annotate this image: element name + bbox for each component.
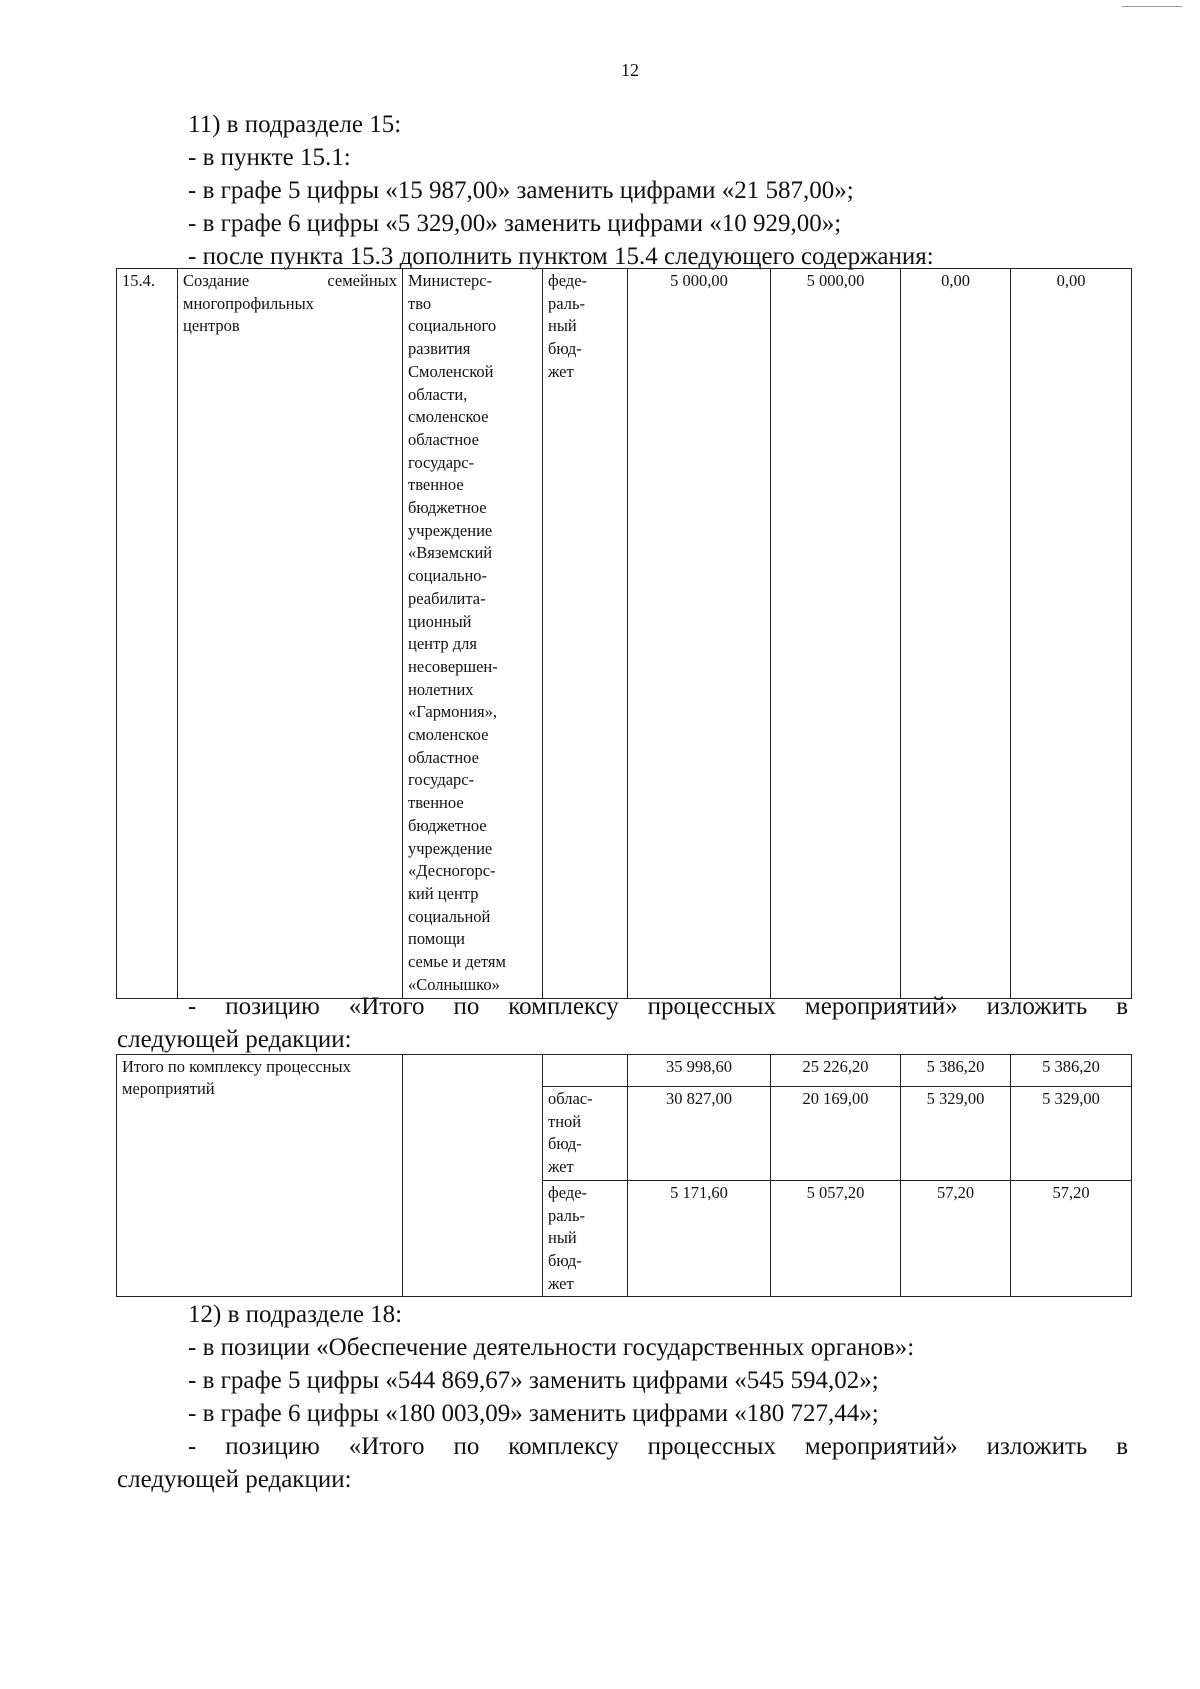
cell-line: социального — [408, 316, 497, 336]
cell-line: твенное — [408, 793, 464, 813]
cell-line: области, — [408, 384, 468, 404]
source-line: жет — [548, 1157, 574, 1177]
source-line: облас- — [548, 1089, 593, 1108]
value-total: 5 000,00 — [628, 269, 771, 999]
cell-line: смоленское — [408, 725, 489, 745]
cell-line: семье и детям — [408, 952, 506, 972]
cell-line: раль- — [548, 293, 585, 313]
cell-line: развития — [408, 339, 471, 359]
total-label: Итого по комплексу процессных мероприятий — [117, 1055, 403, 1297]
table-row — [117, 1055, 1132, 1087]
source-line: бюд- — [548, 1134, 582, 1154]
value-year-3: 0,00 — [1011, 269, 1132, 999]
regional-value: 30 827,00 — [628, 1087, 771, 1181]
regional-value: 20 169,00 — [771, 1087, 901, 1181]
cell-line: несовершен- — [408, 656, 498, 676]
cell-line: тво — [408, 293, 432, 313]
section11-line-3: - в графе 6 цифры «5 329,00» заменить цифрами «10 929,00»; — [188, 210, 842, 237]
cell-line: областное — [408, 747, 479, 767]
position-line-1: - позицию «Итого по комплексу процессных мероприятий» изложить в — [188, 993, 1128, 1020]
cell-line: феде- — [548, 271, 588, 290]
cell-line: реабилита- — [408, 588, 486, 608]
measure-15-4-table — [116, 268, 1132, 999]
cell-line: смоленское — [408, 407, 489, 427]
section12-line-3: - в графе 6 цифры «180 003,09» заменить цифрами «180 727,44»; — [188, 1400, 879, 1427]
section12-line-2: - в графе 5 цифры «544 869,67» заменить цифрами «545 594,02»; — [188, 1367, 879, 1394]
total-value: 25 226,20 — [771, 1055, 901, 1087]
source-line: феде- — [548, 1182, 588, 1202]
cell-line: твенное — [408, 475, 464, 495]
source-line: ный — [548, 1228, 577, 1248]
cell-line: помощи — [408, 929, 465, 949]
executor-empty-cell — [403, 1055, 543, 1297]
cell-line: жет — [548, 361, 574, 381]
cell-line: ционный — [408, 611, 472, 631]
source-line: раль- — [548, 1205, 585, 1225]
measure-name-rest — [183, 293, 397, 338]
measure-name-line: центров — [183, 316, 240, 336]
source-line: бюд- — [548, 1250, 582, 1270]
cell-line: бюд- — [548, 339, 582, 359]
cell-line: ный — [548, 316, 577, 336]
executor-cell — [403, 269, 543, 999]
value-year-1: 5 000,00 — [771, 269, 901, 999]
cell-line: социальной — [408, 906, 491, 926]
page-number: 12 — [621, 60, 639, 80]
position-line-2: следующей редакции: — [117, 1026, 352, 1053]
cell-line: социально- — [408, 566, 488, 586]
regional-value: 5 329,00 — [1011, 1087, 1132, 1181]
funding-source-cell — [543, 1180, 628, 1297]
cell-line: Министерс- — [408, 271, 493, 290]
total-value: 5 386,20 — [1011, 1055, 1132, 1087]
section12-closing-1: - позицию «Итого по комплексу процессных мероприятий» изложить в — [188, 1433, 1128, 1460]
cell-line: бюджетное — [408, 498, 487, 518]
cell-line: государс- — [408, 770, 475, 790]
section12-line-1: - в позиции «Обеспечение деятельности государственных органов»: — [188, 1334, 915, 1361]
measure-name-line: Создание семейных — [183, 271, 397, 290]
cell-line: областное — [408, 429, 479, 449]
measure-name-cell — [178, 269, 403, 999]
cell-line: учреждение — [408, 520, 493, 540]
item-number: 15.4. — [117, 269, 178, 999]
section11-line-2: - в графе 5 цифры «15 987,00» заменить цифрами «21 587,00»; — [188, 177, 854, 204]
section12-closing-2: следующей редакции: — [117, 1466, 352, 1493]
cell-line: нолетних — [408, 679, 474, 699]
cell-line: Смоленской — [408, 361, 494, 381]
total-value: 35 998,60 — [628, 1055, 771, 1087]
cell-line: учреждение — [408, 838, 493, 858]
cell-line: «Вяземский — [408, 543, 493, 563]
federal-value: 57,20 — [901, 1180, 1011, 1297]
cell-line: центр для — [408, 634, 477, 654]
total-value: 5 386,20 — [901, 1055, 1011, 1087]
cell-line: бюджетное — [408, 815, 487, 835]
section11-line-1: - в пункте 15.1: — [188, 144, 351, 171]
federal-value: 5 171,60 — [628, 1180, 771, 1297]
regional-value: 5 329,00 — [901, 1087, 1011, 1181]
value-year-2: 0,00 — [901, 269, 1011, 999]
federal-value: 57,20 — [1011, 1180, 1132, 1297]
funding-source-cell — [543, 269, 628, 999]
source-line: тной — [548, 1111, 582, 1131]
cell-line: «Солнышко» — [408, 974, 500, 994]
scan-edge-mark — [1122, 6, 1182, 7]
cell-line: государс- — [408, 452, 475, 472]
funding-source-cell — [543, 1087, 628, 1181]
cell-line: «Гармония», — [408, 702, 498, 722]
section12-heading: 12) в подразделе 18: — [188, 1301, 403, 1328]
measure-name-line: многопрофильных — [183, 293, 314, 313]
section11-heading: 11) в подразделе 15: — [188, 111, 402, 138]
total-table — [116, 1054, 1132, 1297]
section11-line-4: - после пункта 15.3 дополнить пунктом 15.4 следующего содержания: — [188, 243, 934, 270]
source-empty-cell — [543, 1055, 628, 1087]
table-row — [117, 269, 1132, 999]
federal-value: 5 057,20 — [771, 1180, 901, 1297]
cell-line: кий центр — [408, 883, 479, 903]
source-line: жет — [548, 1273, 574, 1293]
cell-line: «Десногорс- — [408, 861, 496, 881]
